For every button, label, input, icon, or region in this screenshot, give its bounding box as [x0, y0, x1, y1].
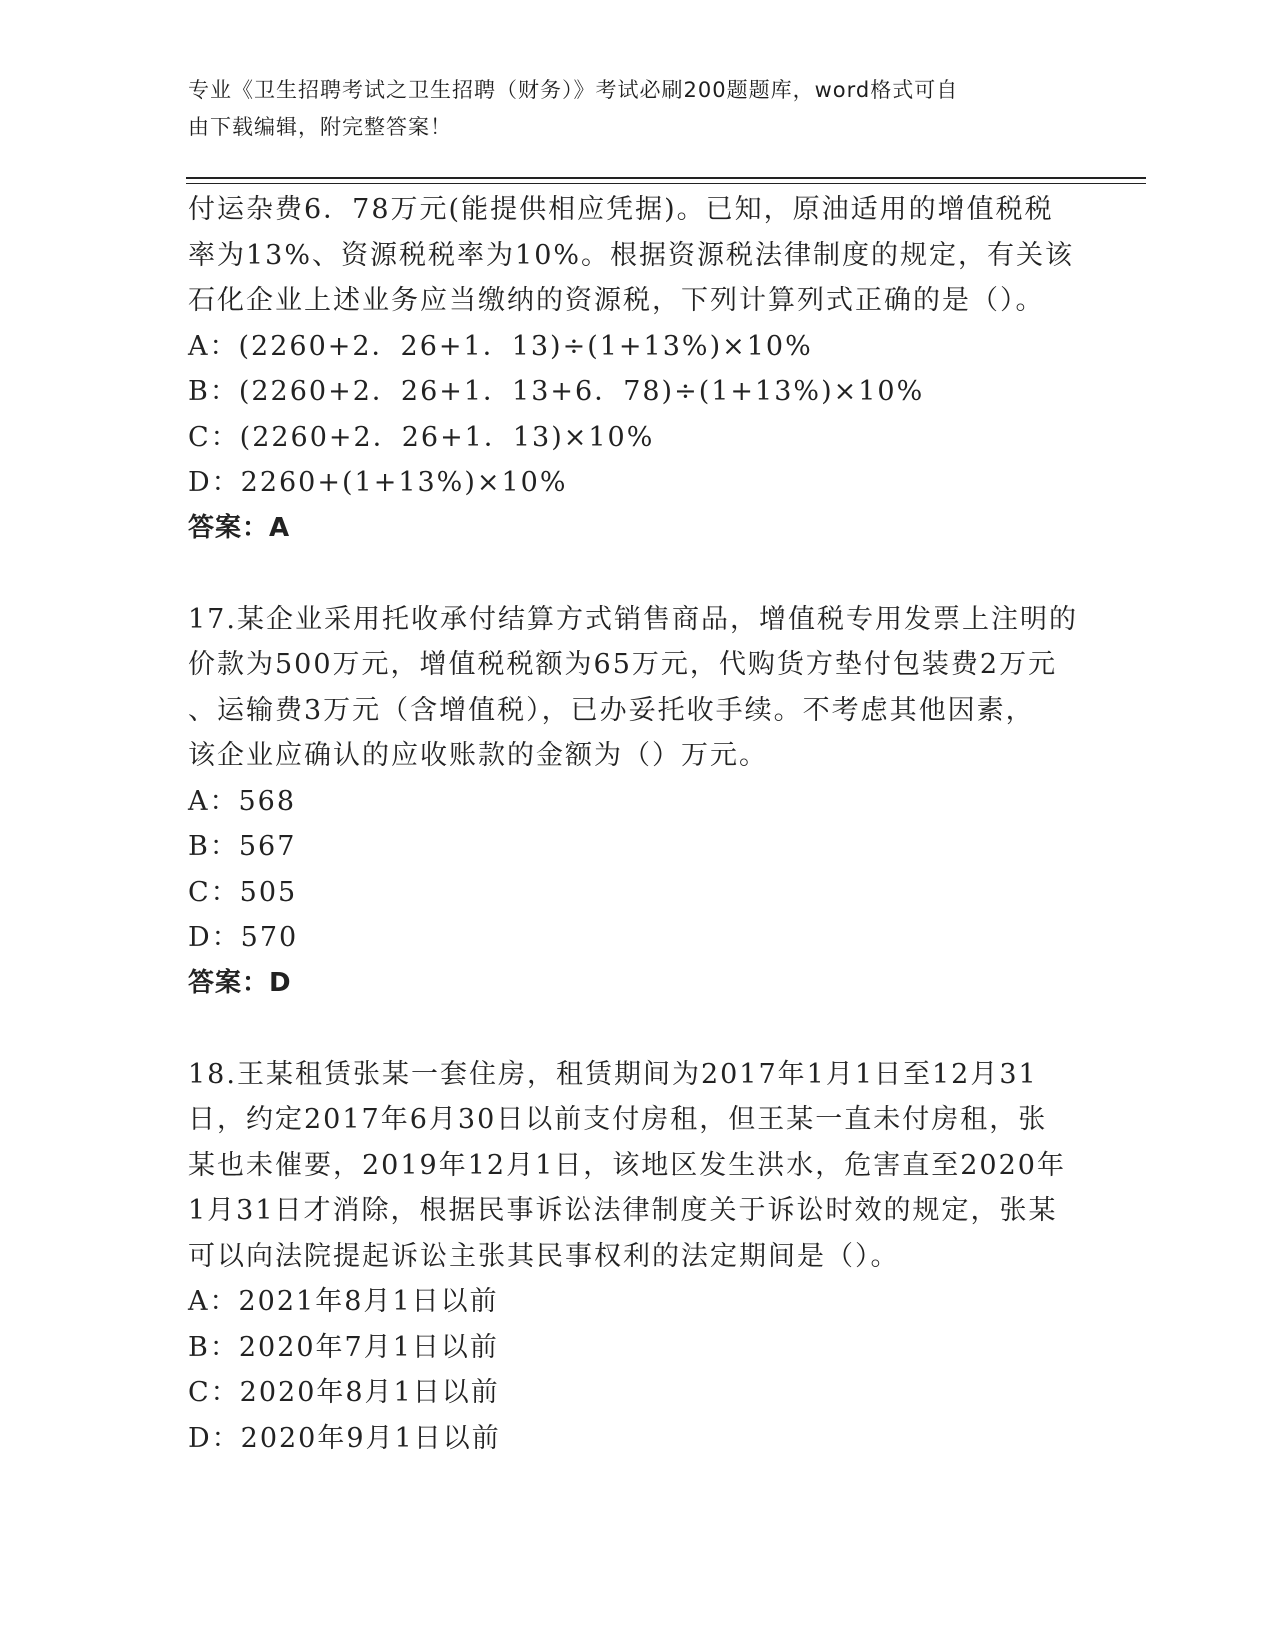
option-c: C：2020年8月1日以前	[188, 1377, 500, 1408]
question-text-line: 某也未催要，2019年12月1日，该地区发生洪水，危害直至2020年	[188, 1149, 1066, 1181]
option-c: C：(2260+2．26+1．13)×10%	[188, 421, 655, 453]
question-text-line: 付运杂费6．78万元(能提供相应凭据)。已知，原油适用的增值税税	[188, 194, 1054, 225]
header-rule-thick	[186, 177, 1146, 179]
option-d: D：2020年9月1日以前	[188, 1422, 501, 1454]
question-16	[188, 187, 1088, 551]
question-17	[188, 597, 1088, 1007]
question-text-line: 率为13%、资源税税率为10%。根据资源税法律制度的规定，有关该	[188, 239, 1075, 271]
header-rule-thin	[186, 183, 1146, 184]
question-text-line: 日，约定2017年6月30日以前支付房租，但王某一直未付房租，张	[188, 1104, 1048, 1135]
question-text-line: 17.某企业采用托收承付结算方式销售商品，增值税专用发票上注明的	[188, 603, 1078, 635]
option-b: B：2020年7月1日以前	[188, 1331, 499, 1363]
option-c: C：505	[188, 876, 298, 908]
question-text-line: 该企业应确认的应收账款的金额为（）万元。	[188, 740, 768, 771]
header-line-2: 由下载编辑，附完整答案！	[188, 115, 452, 139]
option-d: D：2260+(1+13%)×10%	[188, 467, 568, 498]
answer-line: 答案：D	[188, 967, 292, 998]
question-text-line: 1月31日才消除，根据民事诉讼法律制度关于诉讼时效的规定，张某	[188, 1195, 1058, 1226]
question-text-line: 、运输费3万元（含增值税），已办妥托收手续。不考虑其他因素，	[188, 694, 1035, 726]
option-a: A：2021年8月1日以前	[188, 1286, 499, 1317]
question-text-line: 18.王某租赁张某一套住房，租赁期间为2017年1月1日至12月31	[188, 1058, 1038, 1090]
option-a: A：568	[188, 785, 297, 817]
document-body	[188, 187, 1088, 1461]
question-text-line: 价款为500万元，增值税税额为65万元，代购货方垫付包装费2万元	[188, 649, 1058, 680]
question-text-line: 可以向法院提起诉讼主张其民事权利的法定期间是（）。	[188, 1240, 900, 1272]
option-d: D：570	[188, 922, 299, 953]
header-line-1: 专业《卫生招聘考试之卫生招聘（财务）》考试必刷200题题库，word格式可自	[188, 78, 959, 102]
answer-line: 答案：A	[188, 512, 291, 543]
question-text-line: 石化企业上述业务应当缴纳的资源税，下列计算列式正确的是（）。	[188, 285, 1045, 316]
option-b: B：567	[188, 831, 297, 862]
question-18	[188, 1052, 1088, 1462]
option-a: A：(2260+2．26+1．13)÷(1+13%)×10%	[188, 330, 813, 362]
spacer	[188, 1006, 1088, 1052]
option-b: B：(2260+2．26+1．13+6．78)÷(1+13%)×10%	[188, 376, 925, 407]
document-header	[188, 72, 1068, 146]
spacer	[188, 551, 1088, 597]
